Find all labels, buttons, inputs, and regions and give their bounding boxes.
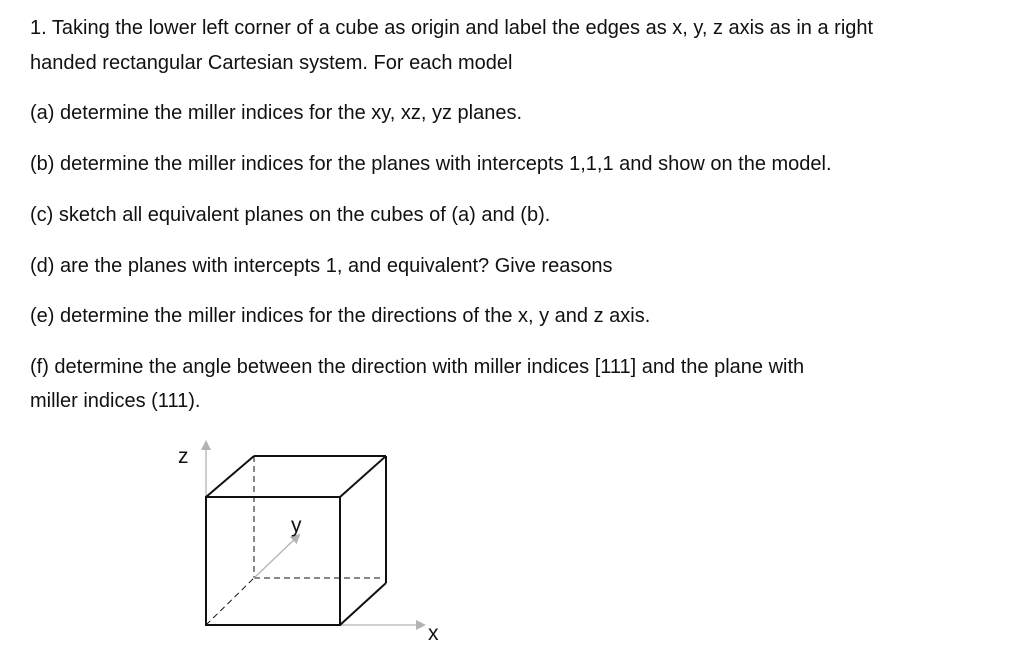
question-part-f-line-1: (f) determine the angle between the direction with miller indices [111] and the plane with (30, 356, 805, 378)
axis-label-x: x (428, 622, 439, 645)
cube-top-right-depth-edge (340, 456, 386, 497)
question-part-c: (c) sketch all equivalent planes on the cubes of (a) and (b). (30, 204, 551, 226)
question-part-d: (d) are the planes with intercepts 1, and equivalent? Give reasons (30, 255, 613, 277)
cube-visible-edges (206, 456, 386, 625)
axis-label-z: z (178, 445, 189, 468)
question-part-f-line-2: miller indices (111). (30, 390, 201, 412)
question-intro-line-1: 1. Taking the lower left corner of a cube as origin and label the edges as x, y, z axis as in a right (30, 17, 874, 39)
question-part-e: (e) determine the miller indices for the directions of the x, y and z axis. (30, 305, 651, 327)
y-axis-arrow (254, 535, 299, 578)
cube-front-face (206, 497, 340, 625)
cube-bottom-right-depth-edge (340, 583, 386, 625)
hidden-left-depth-edge (206, 578, 254, 625)
axis-label-y: y (291, 514, 302, 537)
cube-top-left-depth-edge (206, 456, 254, 497)
question-part-b: (b) determine the miller indices for the planes with intercepts 1,1,1 and show on the model. (30, 153, 832, 175)
question-part-a: (a) determine the miller indices for the xy, xz, yz planes. (30, 102, 523, 124)
question-intro-line-2: handed rectangular Cartesian system. For each model (30, 52, 513, 74)
